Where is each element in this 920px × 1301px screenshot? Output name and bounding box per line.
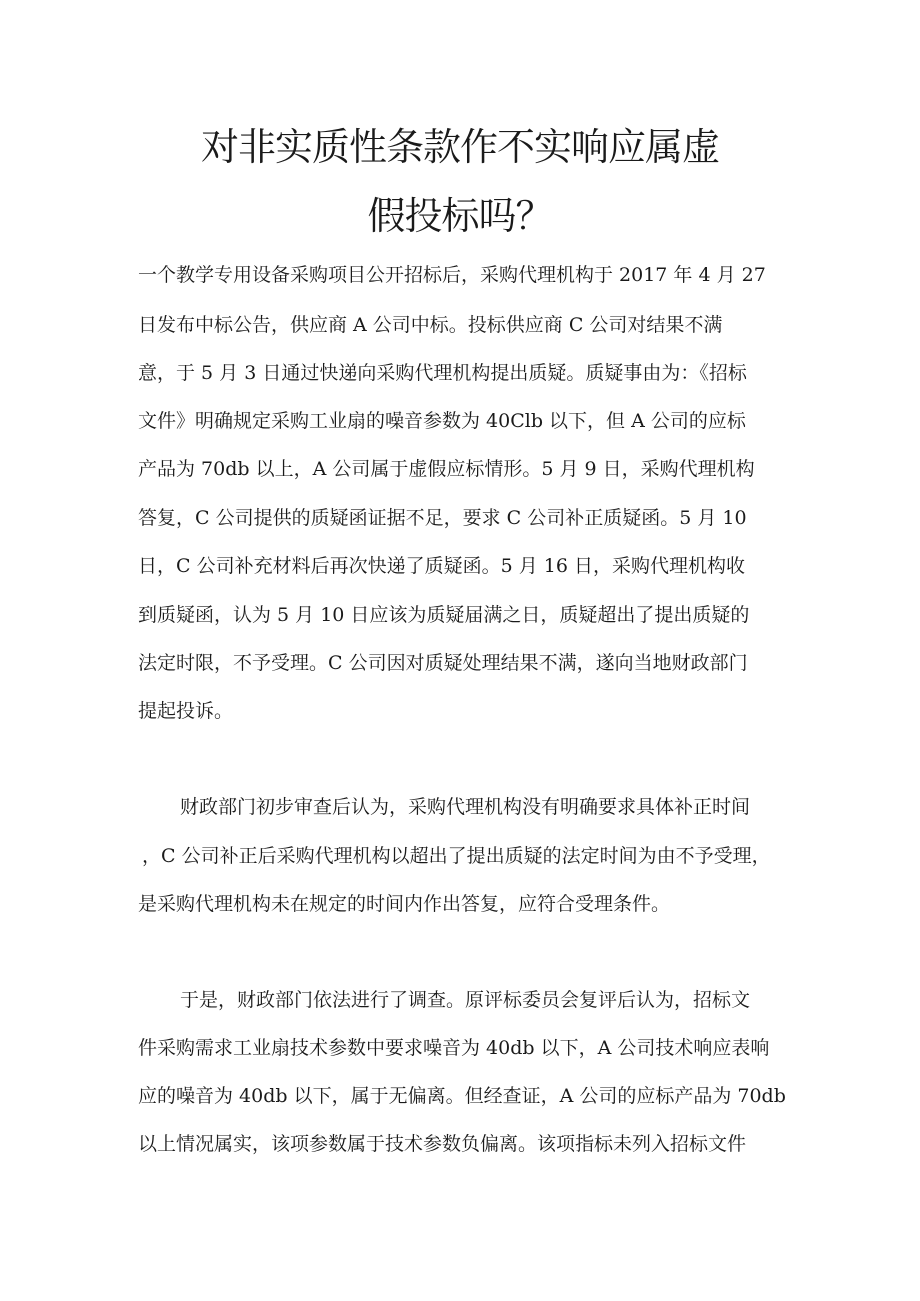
paragraph-line: 于是，财政部门依法进行了调查。原评标委员会复评后认为，招标文 [180,989,751,1011]
document-title-line-1: 对非实质性条款作不实响应属虚 [200,125,719,169]
document-title-line-2: 假投标吗？ [367,194,553,238]
paragraph-line: ，C 公司补正后采购代理机构以超出了提出质疑的法定时间为由不予受理， [142,845,771,867]
paragraph-line: 一个教学专用设备采购项目公开招标后，采购代理机构于 2017 年 4 月 27 [138,264,766,286]
paragraph-line: 应的噪音为 40db 以下，属于无偏离。但经查证，A 公司的应标产品为 70db [138,1085,786,1107]
paragraph-line: 答复，C 公司提供的质疑函证据不足，要求 C 公司补正质疑函。5 月 10 [138,507,747,529]
paragraph-line: 日，C 公司补充材料后再次快递了质疑函。5 月 16 日，采购代理机构收 [138,555,745,577]
paragraph-line: 以上情况属实，该项参数属于技术参数负偏离。该项指标未列入招标文件 [138,1133,747,1155]
paragraph-line: 文件》明确规定采购工业扇的噪音参数为 40Clb 以下，但 A 公司的应标 [138,410,746,432]
paragraph-line: 意，于 5 月 3 日通过快递向采购代理机构提出质疑。质疑事由为：《招标 [138,362,747,384]
paragraph-line: 到质疑函，认为 5 月 10 日应该为质疑届满之日，质疑超出了提出质疑的 [138,604,750,626]
paragraph-line: 是采购代理机构未在规定的时间内作出答复，应符合受理条件。 [138,893,671,915]
paragraph-line: 件采购需求工业扇技术参数中要求噪音为 40db 以下，A 公司技术响应表响 [138,1037,770,1059]
paragraph-line: 财政部门初步审查后认为，采购代理机构没有明确要求具体补正时间 [180,796,751,818]
paragraph-line: 产品为 70db 以上，A 公司属于虚假应标情形。5 月 9 日，采购代理机构 [138,458,755,480]
paragraph-line: 提起投诉。 [138,700,234,722]
paragraph-line: 法定时限，不予受理。C 公司因对质疑处理结果不满，遂向当地财政部门 [138,652,748,674]
paragraph-line: 日发布中标公告，供应商 A 公司中标。投标供应商 C 公司对结果不满 [138,314,723,336]
